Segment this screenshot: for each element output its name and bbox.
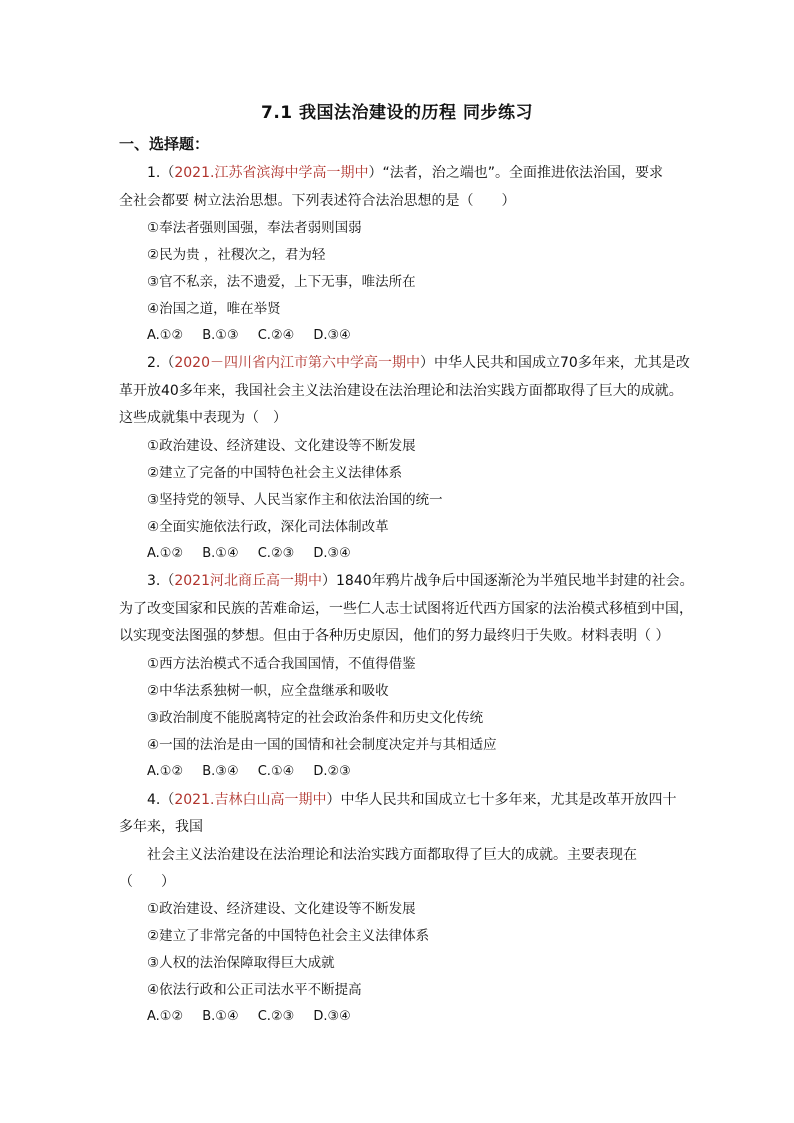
- question-number: 1.（: [147, 165, 175, 181]
- question-1-option-3: ③官不私亲，法不遗爱，上下无事，唯法所在: [147, 274, 416, 290]
- question-3-stem-line-3: 以实现变法图强的梦想。但由于各种历史原因，他们的努力最终归于失败。材料表明（ ）: [119, 628, 670, 644]
- question-3-stem-line-2: 为了改变国家和民族的苦难命运，一些仁人志士试图将近代西方国家的法治模式移植到中国，: [119, 601, 693, 617]
- question-4-stem-line-3: 社会主义法治建设在法治理论和法治实践方面都取得了巨大的成就。主要表现在: [147, 847, 637, 863]
- question-3-stem-line-1: [147, 571, 694, 591]
- question-3-option-4: ④一国的法治是由一国的国情和社会制度决定并与其相适应: [147, 737, 497, 753]
- question-2-option-4: ④全面实施依法行政，深化司法体制改革: [147, 519, 389, 535]
- question-number: 2.（: [147, 355, 175, 371]
- page-title: 7.1 我国法治建设的历程 同步练习: [261, 103, 533, 123]
- question-1-option-2: ②民为贵 ，社稷次之，君为轻: [147, 247, 326, 263]
- question-1-option-1: ①奉法者强则国强，奉法者弱则国弱: [147, 220, 362, 236]
- question-4-choices: A.①② B.①④ C.②③ D.③④: [147, 1009, 351, 1024]
- question-4-stem-line-1: [147, 790, 676, 810]
- question-3-option-1: ①西方法治模式不适合我国国情，不值得借鉴: [147, 656, 416, 672]
- question-1-option-4: ④治国之道，唯在举贤: [147, 301, 281, 317]
- question-2-stem-line-3: 这些成就集中表现为（ ）: [119, 410, 287, 426]
- question-2-stem-line-1: [147, 353, 690, 373]
- question-2-option-3: ③坚持党的领导、人民当家作主和依法治国的统一: [147, 492, 443, 508]
- question-source: 2021.江苏省滨海中学高一期中: [174, 165, 369, 181]
- question-4-option-4: ④依法行政和公正司法水平不断提高: [147, 982, 362, 998]
- question-1-stem-line-2: 全社会都要 树立法治思想。下列表述符合法治思想的是（ ）: [119, 193, 516, 209]
- question-number: 4.（: [147, 792, 175, 808]
- question-4-option-3: ③人权的法治保障取得巨大成就: [147, 955, 335, 971]
- question-2-option-1: ①政治建设、经济建设、文化建设等不断发展: [147, 438, 416, 454]
- question-3-choices: A.①② B.③④ C.①④ D.②③: [147, 764, 351, 779]
- question-1-choices: A.①② B.①③ C.②④ D.③④: [147, 328, 351, 343]
- question-3-option-3: ③政治制度不能脱离特定的社会政治条件和历史文化传统: [147, 710, 484, 726]
- question-stem: ）“法者，治之端也”。全面推进依法治国，要求: [368, 165, 663, 181]
- question-4-option-1: ①政治建设、经济建设、文化建设等不断发展: [147, 901, 416, 917]
- question-source: 2021.吉林白山高一期中: [174, 792, 327, 808]
- question-source: 2020－四川省内江市第六中学高一期中: [174, 355, 420, 371]
- question-4-stem-line-4: （ ）: [119, 874, 175, 890]
- question-2-stem-line-2: 革开放40多年来，我国社会主义法治建设在法治理论和法治实践方面都取得了巨大的成就。: [119, 383, 683, 399]
- question-1-stem-line-1: [147, 163, 663, 183]
- question-stem: ）中华人民共和国成立七十多年来，尤其是改革开放四十: [326, 792, 677, 808]
- question-stem: ）中华人民共和国成立70多年来，尤其是改: [420, 355, 690, 371]
- question-2-choices: A.①② B.①④ C.②③ D.③④: [147, 546, 351, 561]
- question-stem: ）1840年鸦片战争后中国逐渐沦为半殖民地半封建的社会。: [322, 573, 694, 589]
- question-4-option-2: ②建立了非常完备的中国特色社会主义法律体系: [147, 928, 430, 944]
- question-source: 2021河北商丘高一期中: [174, 573, 322, 589]
- question-3-option-2: ②中华法系独树一帜，应全盘继承和吸收: [147, 683, 389, 699]
- section-heading: 一、选择题：: [119, 135, 210, 153]
- question-number: 3.（: [147, 573, 175, 589]
- question-2-option-2: ②建立了完备的中国特色社会主义法律体系: [147, 465, 403, 481]
- question-4-stem-line-2: 多年来，我国: [119, 819, 203, 835]
